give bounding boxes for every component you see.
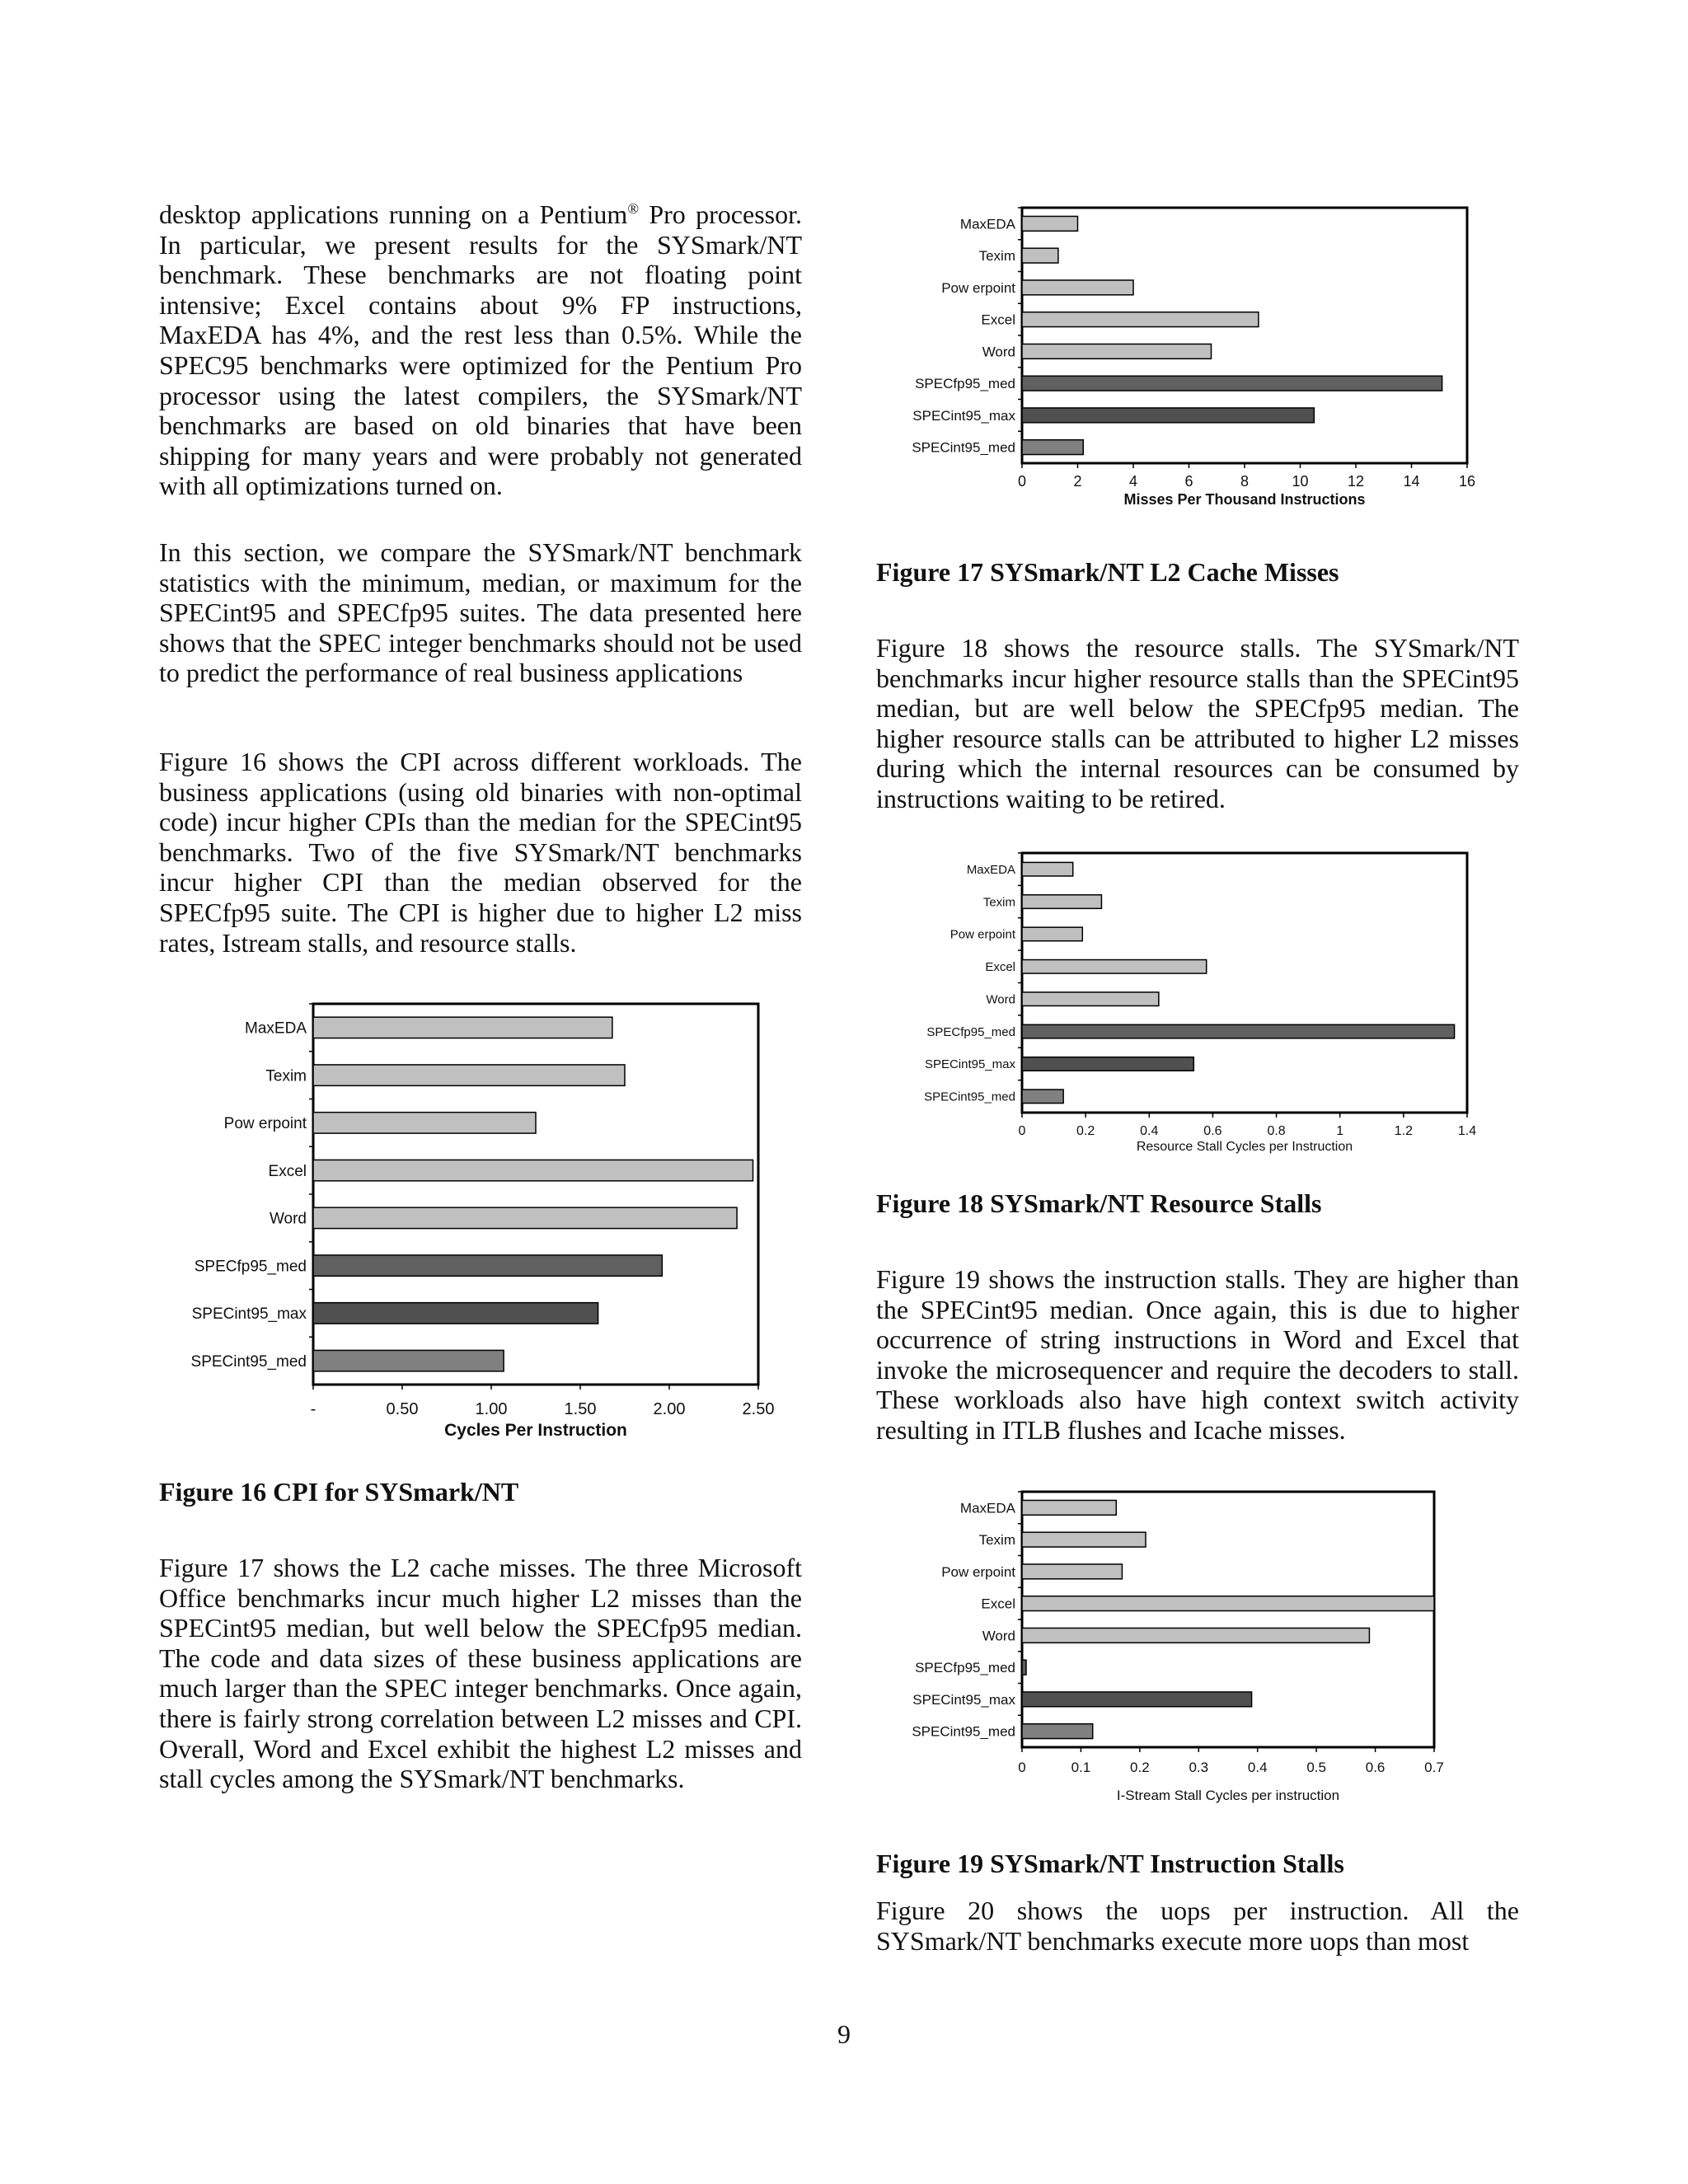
bar-specint95_max — [1022, 408, 1314, 423]
figure-19-chart — [874, 1483, 1484, 1813]
x-tick-label: 10 — [1292, 473, 1309, 490]
figure-19-caption: Figure 19 SYSmark/NT Instruction Stalls — [876, 1849, 1344, 1878]
bar-specint95_med — [1022, 1724, 1093, 1739]
category-label: Excel — [268, 1162, 307, 1180]
figure-18-chart — [874, 845, 1517, 1174]
paragraph-fig18-desc: Figure 18 shows the resource stalls. The SYSmark/NT benchmarks incur higher resource stalls than the SPECint95 median, but are well below the SPECfp95 median. The higher resource stalls can be attributed to higher L2 misses during which the internal resources can be consumed by instructions waiting to be retired. — [876, 633, 1519, 813]
category-label: MaxEDA — [959, 216, 1015, 232]
plot-frame — [313, 1004, 758, 1385]
category-label: SPECint95_max — [924, 1057, 1015, 1072]
bar-specint95_max — [313, 1303, 598, 1324]
bar-specfp95_med — [1022, 376, 1442, 391]
bar-word — [1022, 1628, 1369, 1643]
x-tick-label: 4 — [1128, 473, 1138, 490]
x-tick-label: 0.4 — [1247, 1760, 1268, 1775]
paragraph-comparison: In this section, we compare the SYSmark/NT benchmark statistics with the minimum, median, or maximum for the SPECint95 and SPECfp95 suites. The data presented here shows that the SPEC integer benchmarks should not be used to predict the performance of real business applications — [159, 537, 802, 688]
x-tick-label: 16 — [1458, 473, 1476, 490]
x-tick-label: 0.2 — [1130, 1760, 1150, 1775]
x-tick-label: 0.50 — [386, 1400, 419, 1418]
category-label: SPECint95_med — [912, 439, 1015, 456]
category-label: SPECint95_med — [190, 1352, 307, 1371]
x-tick-label: 12 — [1347, 473, 1365, 490]
figure-17-chart — [874, 198, 1484, 527]
category-label: Word — [982, 1628, 1015, 1644]
x-axis-label: I-Stream Stall Cycles per instruction — [1116, 1788, 1340, 1803]
paragraph-intro-start: desktop applications running on a Pentium — [159, 199, 628, 229]
plot-frame — [1022, 853, 1467, 1113]
bar-maxeda — [1022, 1500, 1116, 1515]
plot-frame — [1022, 1492, 1434, 1747]
bar-texim — [1022, 248, 1058, 263]
bar-excel — [313, 1160, 753, 1180]
plot-frame — [1022, 208, 1467, 463]
category-label: Excel — [985, 960, 1015, 975]
category-label: SPECfp95_med — [194, 1258, 307, 1276]
x-tick-label: - — [310, 1400, 316, 1418]
x-tick-label: 0.6 — [1365, 1760, 1386, 1775]
category-label: Excel — [981, 1596, 1015, 1612]
x-tick-label: 1.00 — [475, 1400, 508, 1418]
x-tick-label: 0.4 — [1140, 1124, 1159, 1138]
bar-powerpoint — [1022, 280, 1133, 295]
bar-powerpoint — [1022, 927, 1082, 941]
category-label: Pow erpoint — [950, 927, 1015, 942]
category-label: SPECint95_max — [912, 1691, 1015, 1708]
category-label: SPECfp95_med — [915, 376, 1015, 392]
category-label: SPECint95_max — [912, 407, 1015, 424]
paragraph-fig17-desc: Figure 17 shows the L2 cache misses. The three Microsoft Office benchmarks incur much higher L2 misses than the SPECint95 median, but well below the SPECfp95 median. The code and data sizes of these business applications are much larger than the SPEC integer benchmarks. Once again, there is fairly strong correlation between L2 misses and CPI. Overall, Word and Excel exhibit the highest L2 misses and stall cycles among the SYSmark/NT benchmarks. — [159, 1553, 802, 1794]
bar-maxeda — [1022, 862, 1073, 876]
x-tick-label: 1.2 — [1394, 1124, 1413, 1138]
x-tick-label: 6 — [1184, 473, 1193, 490]
bar-specint95_med — [1022, 440, 1083, 455]
figure-16-chart — [148, 997, 808, 1459]
x-tick-label: 1 — [1336, 1124, 1344, 1138]
bar-specfp95_med — [313, 1255, 662, 1276]
x-tick-label: 0.3 — [1189, 1760, 1209, 1775]
category-label: Pow erpoint — [223, 1115, 307, 1133]
x-axis-label: Misses Per Thousand Instructions — [1123, 491, 1366, 508]
x-axis-label: Cycles Per Instruction — [444, 1421, 627, 1440]
page-number: 9 — [837, 2019, 851, 2049]
category-label: Texim — [982, 895, 1015, 910]
category-label: Pow erpoint — [941, 1563, 1015, 1580]
category-label: Texim — [265, 1067, 307, 1085]
category-label: MaxEDA — [966, 862, 1015, 877]
x-tick-label: 1.4 — [1457, 1124, 1477, 1138]
bar-texim — [1022, 895, 1101, 909]
bar-word — [313, 1207, 737, 1228]
category-label: MaxEDA — [959, 1500, 1015, 1516]
bar-texim — [313, 1065, 625, 1085]
bar-powerpoint — [1022, 1564, 1122, 1579]
paragraph-intro — [159, 199, 802, 501]
category-label: SPECfp95_med — [926, 1024, 1015, 1039]
figure-17-caption: Figure 17 SYSmark/NT L2 Cache Misses — [876, 557, 1339, 587]
x-tick-label: 2.00 — [653, 1400, 686, 1418]
category-label: MaxEDA — [245, 1019, 307, 1038]
category-label: Excel — [981, 312, 1015, 328]
bar-excel — [1022, 312, 1259, 327]
x-tick-label: 0.6 — [1203, 1124, 1222, 1138]
x-tick-label: 0 — [1018, 1124, 1026, 1138]
bar-maxeda — [313, 1017, 612, 1038]
x-tick-label: 0.1 — [1071, 1760, 1091, 1775]
bar-specint95_max — [1022, 1692, 1252, 1707]
bar-specfp95_med — [1022, 1024, 1455, 1038]
figure-16-caption: Figure 16 CPI for SYSmark/NT — [159, 1477, 519, 1507]
x-tick-label: 0.8 — [1267, 1124, 1286, 1138]
x-tick-label: 0.7 — [1424, 1760, 1444, 1775]
category-label: Word — [269, 1210, 307, 1228]
x-tick-label: 0 — [1017, 473, 1027, 490]
category-label: Word — [982, 344, 1015, 360]
paragraph-fig16-desc: Figure 16 shows the CPI across different workloads. The business applications (using old binaries with non-optimal code) incur higher CPIs than the median for the SPECint95 benchmarks. Two of the five SYSmark/NT benchmarks incur higher CPI than the median observed for the SPECfp95 suite. The CPI is higher due to higher L2 miss rates, Istream stalls, and resource stalls. — [159, 747, 802, 958]
paragraph-intro-rest: Pro processor. In particular, we present results for the SYSmark/NT benchmark. These benchmarks are not floating point intensive; Excel contains about 9% FP instructions, MaxEDA has 4%, and the rest less than 0.5%. While the SPEC95 benchmarks were optimized for the Pentium Pro processor using the latest compilers, the SYSmark/NT benchmarks are based on old binaries that have been shipping for many years and were probably not generated with all optimizations turned on. — [159, 199, 802, 501]
paragraph-fig19-desc: Figure 19 shows the instruction stalls. They are higher than the SPECint95 median. Once again, this is due to higher occurrence of string instructions in Word and Excel that invoke the microsequencer and require the decoders to stall. These workloads also have high context switch activity resulting in ITLB flushes and Icache misses. — [876, 1264, 1519, 1445]
figure-18-caption: Figure 18 SYSmark/NT Resource Stalls — [876, 1188, 1322, 1218]
bar-excel — [1022, 960, 1207, 974]
bar-excel — [1022, 1596, 1434, 1611]
bar-word — [1022, 992, 1159, 1006]
x-tick-label: 2.50 — [742, 1400, 775, 1418]
category-label: Pow erpoint — [941, 279, 1015, 296]
x-tick-label: 0.5 — [1306, 1760, 1326, 1775]
bar-texim — [1022, 1532, 1146, 1547]
bar-specfp95_med — [1022, 1660, 1026, 1675]
x-tick-label: 0.2 — [1076, 1124, 1095, 1138]
bar-maxeda — [1022, 216, 1078, 231]
x-tick-label: 8 — [1240, 473, 1250, 490]
bar-specint95_med — [1022, 1090, 1063, 1104]
category-label: Texim — [978, 248, 1015, 265]
registered-mark: ® — [627, 200, 639, 217]
x-tick-label: 2 — [1073, 473, 1082, 490]
category-label: Word — [986, 992, 1015, 1007]
category-label: SPECfp95_med — [915, 1660, 1015, 1676]
category-label: SPECint95_med — [924, 1090, 1015, 1104]
bar-powerpoint — [313, 1113, 536, 1133]
paragraph-fig20-desc: Figure 20 shows the uops per instruction. All the SYSmark/NT benchmarks execute more uops than most — [876, 1896, 1519, 1956]
x-tick-label: 14 — [1403, 473, 1420, 490]
bar-specint95_max — [1022, 1057, 1193, 1071]
category-label: SPECint95_max — [191, 1305, 307, 1324]
x-tick-label: 0 — [1018, 1760, 1026, 1775]
bar-word — [1022, 344, 1212, 359]
x-axis-label: Resource Stall Cycles per Instruction — [1136, 1140, 1353, 1154]
category-label: Texim — [978, 1532, 1015, 1549]
category-label: SPECint95_med — [912, 1723, 1015, 1740]
bar-specint95_med — [313, 1350, 504, 1371]
x-tick-label: 1.50 — [564, 1400, 597, 1418]
